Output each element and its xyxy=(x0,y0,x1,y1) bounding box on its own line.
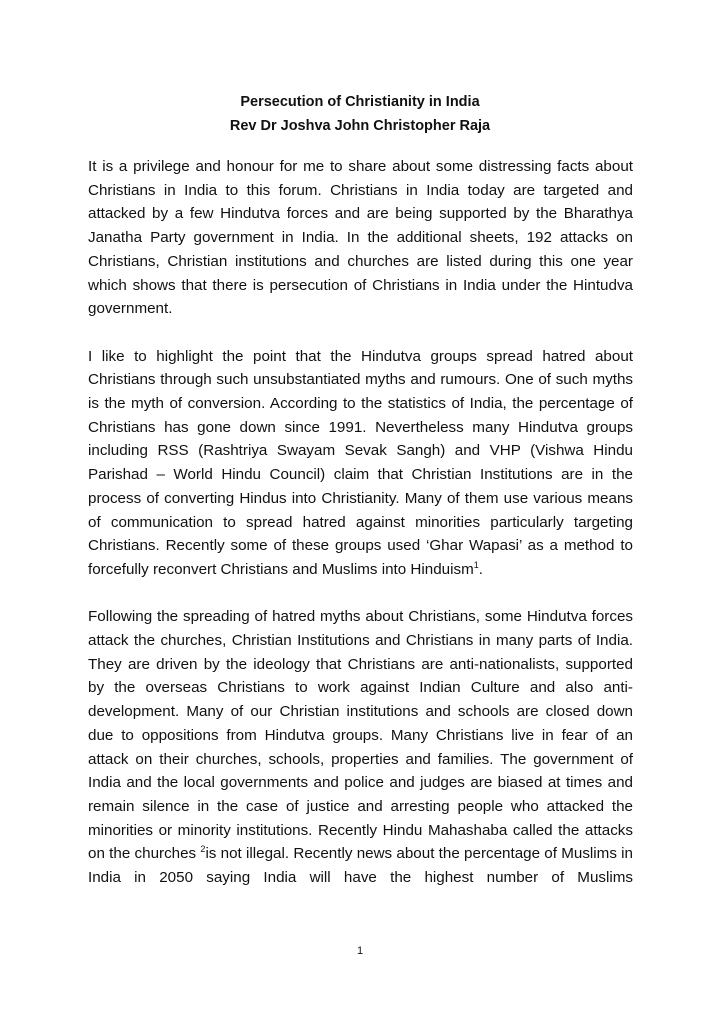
footnote-marker-2: 2 xyxy=(200,844,206,855)
paragraph-1-text: It is a privilege and honour for me to share about some distressing facts about Christians in India to this forum. Christians in India today are targeted and attacked by a few Hindutva forces and are being supported by the Bharathya Janatha Party government in India. In the additional sheets, 192 attacks on Christians, Christian institutions and churches are listed during this one year which shows that there is persecution of Christians in India under the Hintudva government. xyxy=(88,158,633,318)
page-number: 1 xyxy=(356,945,364,957)
paragraph-2-text: I like to highlight the point that the Hindutva groups spread hatred about Christians through such unsubstantiated myths and rumours. One of such myths is the myth of conversion. According to the statistics of India, the percentage of Christians has gone down since 1991. Nevertheless many Hindutva groups including RSS (Rashtriya Swayam Sevak Sangh) and VHP (Vishwa Hindu Parishad – World Hindu Council) claim that Christian Institutions are in the process of converting Hindus into Christianity. Many of them use various means of communication to spread hatred against minorities particularly targeting Christians. Recently some of these groups used ‘Ghar Wapasi’ as a method to forcefully reconvert Christians and Muslims into Hinduism xyxy=(88,347,633,578)
document-author: Rev Dr Joshva John Christopher Raja xyxy=(229,118,491,134)
title-block xyxy=(0,90,720,138)
paragraph-3-text-before: Following the spreading of hatred myths about Christians, some Hindutva forces attack the churches, Christian Institutions and Christians in many parts of India. They are driven by the ideology that Christians are anti-nationalists, supported by the overseas Christians to work against Indian Culture and also anti-development. Many of our Christian institutions and schools are closed down due to oppositions from Hindutva groups. Many Christians live in fear of an attack on their churches, schools, properties and families. The government of India and the local governments and police and judges are biased at times and remain silence in the case of justice and arresting people who attacked the minorities or minority institutions. Recently Hindu Mahashaba called the attacks on the churches xyxy=(88,608,633,863)
document-body xyxy=(88,155,633,890)
paragraph-3 xyxy=(88,605,633,889)
paragraph-2-end: . xyxy=(478,560,483,578)
footnote-marker-1: 1 xyxy=(473,559,479,570)
paragraph-2 xyxy=(88,345,633,582)
document-title: Persecution of Christianity in India xyxy=(240,94,480,110)
paragraph-1 xyxy=(88,155,633,321)
paragraph-3-text-after: is not illegal. Recently news about the percentage of Muslims in India in 2050 saying India will have the highest number of Muslims xyxy=(88,845,633,887)
